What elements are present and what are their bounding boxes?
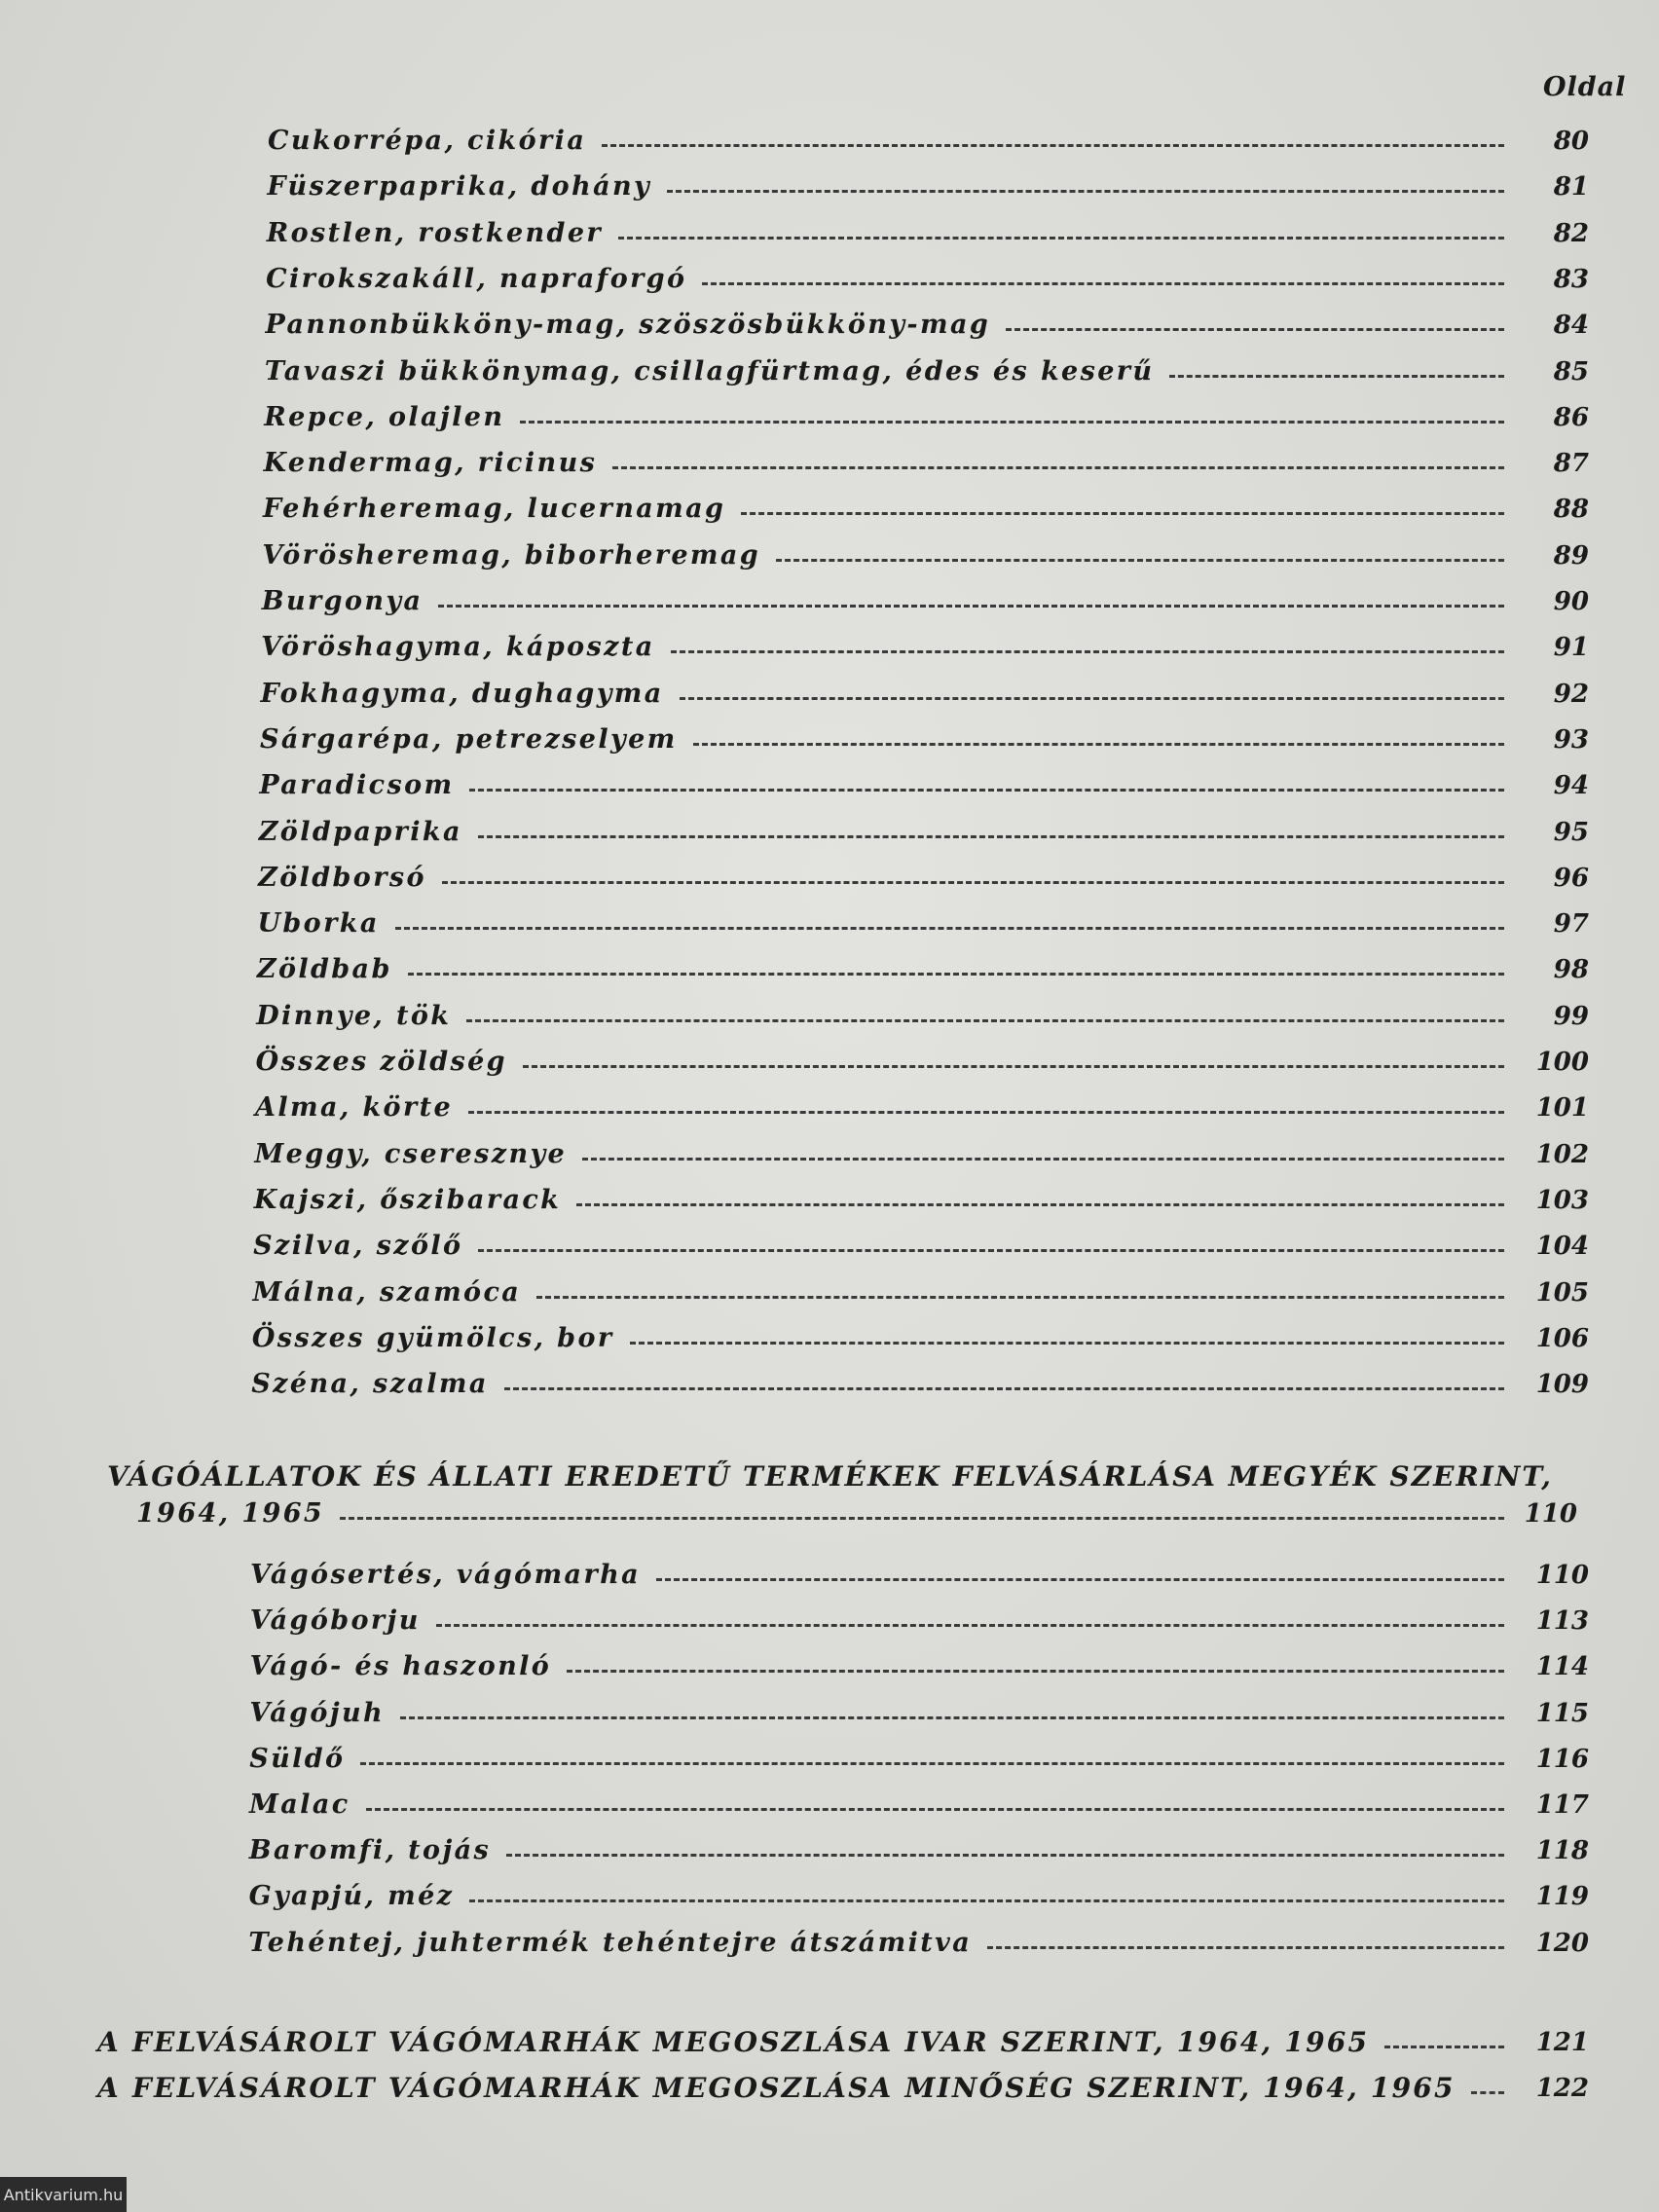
toc-entry-label: Összes zöldség	[255, 1047, 507, 1077]
page-number: 120	[1535, 1928, 1589, 1958]
page-number: 89	[1553, 540, 1589, 571]
page-number: 101	[1535, 1093, 1589, 1124]
toc-entry-label: Széna, szalma	[251, 1369, 489, 1400]
dot-leader	[466, 1019, 1504, 1022]
page-number: 110	[1535, 1561, 1589, 1590]
dot-leader	[360, 1762, 1504, 1765]
toc-entry[interactable]	[259, 718, 1589, 756]
dot-leader	[612, 466, 1504, 469]
section-title-livestock-line2[interactable]	[136, 1492, 1577, 1530]
page-number: 99	[1553, 1001, 1589, 1031]
page-number: 96	[1553, 863, 1589, 893]
dot-leader	[618, 237, 1504, 240]
toc-entry-label: Gyapjú, méz	[248, 1881, 455, 1912]
toc-entry-label: Malac	[249, 1789, 350, 1820]
dot-leader	[469, 1899, 1504, 1902]
dot-leader	[693, 743, 1504, 746]
dot-leader	[506, 1854, 1504, 1857]
toc-entry-label: Alma, körte	[254, 1092, 454, 1124]
watermark: Antikvarium.hu	[0, 2177, 127, 2212]
page-number: 90	[1553, 587, 1589, 616]
toc-entry-label: Sárgarépa, petrezselyem	[259, 723, 678, 755]
page-number: 116	[1535, 1744, 1589, 1774]
toc-entry[interactable]	[256, 994, 1589, 1033]
page-number: 113	[1535, 1606, 1589, 1637]
toc-entry-label: Szilva, szőlő	[253, 1231, 463, 1262]
page-number: 105	[1535, 1277, 1589, 1308]
page-number: 86	[1553, 402, 1589, 432]
toc-entry-label: Cirokszakáll, napraforgó	[266, 263, 687, 294]
dot-leader	[408, 973, 1504, 976]
toc-entry[interactable]	[97, 2066, 1589, 2105]
toc-entry-label: Tehéntej, juhtermék tehéntejre átszámitva	[248, 1927, 973, 1958]
page-number: 117	[1535, 1790, 1589, 1820]
page-number: 83	[1553, 264, 1589, 294]
dot-leader	[741, 512, 1504, 515]
toc-entry-label: Vörösheremag, biborheremag	[262, 539, 761, 571]
toc-entry[interactable]	[264, 350, 1589, 388]
toc-entry[interactable]	[251, 1316, 1589, 1355]
toc-entry[interactable]	[265, 303, 1589, 342]
toc-entry[interactable]	[252, 1271, 1589, 1309]
toc-entry[interactable]	[260, 672, 1589, 711]
dot-leader	[395, 927, 1504, 930]
dot-leader	[680, 697, 1504, 700]
toc-entry-label: Fokhagyma, dughagyma	[260, 678, 664, 709]
toc-entry-label: Tavaszi bükkönymag, csillagfürtmag, édes és keserű	[264, 355, 1155, 387]
dot-leader	[1169, 375, 1504, 378]
dot-leader	[400, 1716, 1504, 1719]
page-number: 114	[1535, 1652, 1589, 1682]
page-number: 95	[1553, 817, 1589, 847]
toc-entry[interactable]	[254, 1086, 1589, 1124]
toc-entry[interactable]	[251, 1362, 1589, 1401]
toc-entry[interactable]	[262, 534, 1589, 572]
toc-entry-label: Pannonbükköny-mag, szöszösbükköny-mag	[265, 310, 991, 341]
page-number: 119	[1535, 1882, 1589, 1912]
page-number: 82	[1553, 218, 1589, 248]
toc-entry-label: Repce, olajlen	[264, 401, 505, 432]
page-number: 88	[1553, 495, 1589, 525]
toc-entry-label: Vágójuh	[249, 1697, 386, 1728]
dot-leader	[1384, 2046, 1504, 2048]
section-title-livestock: VÁGÓÁLLATOK ÉS ÁLLATI EREDETŰ TERMÉKEK FELVÁSÁRLÁSA MEGYÉK SZERINT,	[107, 1460, 1553, 1493]
page-number: 98	[1553, 955, 1589, 985]
dot-leader	[442, 881, 1504, 884]
toc-entry-label: A FELVÁSÁROLT VÁGÓMARHÁK MEGOSZLÁSA MINŐSÉG SZERINT, 1964, 1965	[97, 2072, 1456, 2104]
toc-entry[interactable]	[256, 947, 1589, 986]
toc-entry-label: Vágó- és haszonló	[249, 1651, 552, 1682]
toc-entry[interactable]	[248, 1828, 1589, 1867]
toc-entry[interactable]	[261, 625, 1589, 664]
page-number: 80	[1553, 127, 1589, 156]
toc-entry-label: Meggy, cseresznye	[254, 1138, 568, 1169]
toc-entry[interactable]	[253, 1224, 1589, 1263]
toc-entry[interactable]	[264, 395, 1589, 434]
toc-entry-label: Zöldbab	[256, 954, 392, 985]
toc-entry[interactable]	[253, 1178, 1589, 1217]
toc-entry[interactable]	[255, 1040, 1589, 1079]
page-number: 102	[1535, 1139, 1589, 1169]
dot-leader	[630, 1342, 1504, 1345]
toc-entry[interactable]	[248, 1874, 1589, 1913]
toc-entry-label: Dinnye, tök	[256, 1000, 452, 1031]
toc-entry-label: Süldő	[249, 1743, 346, 1774]
toc-entry[interactable]	[263, 487, 1589, 526]
toc-entry[interactable]	[263, 441, 1589, 480]
dot-leader	[504, 1387, 1504, 1390]
page-number: 103	[1535, 1185, 1589, 1215]
toc-entry-label: Vöröshagyma, káposzta	[261, 632, 655, 663]
toc-entry[interactable]	[258, 810, 1589, 849]
toc-entry[interactable]	[268, 119, 1589, 158]
dot-leader	[436, 1624, 1504, 1627]
toc-entry-label: Fehérheremag, lucernamag	[263, 494, 726, 525]
toc-entry[interactable]	[266, 257, 1589, 296]
page-number: 104	[1535, 1232, 1589, 1262]
page-number: 94	[1553, 771, 1589, 801]
dot-leader	[478, 835, 1504, 838]
dot-leader	[523, 1065, 1504, 1068]
toc-entry[interactable]	[249, 1644, 1589, 1683]
toc-entry-label: Vágósertés, vágómarha	[250, 1560, 641, 1590]
dot-leader	[366, 1808, 1504, 1811]
page-number: 110	[1524, 1499, 1577, 1529]
toc-entry-label: Cukorrépa, cikória	[268, 126, 587, 156]
section-title-livestock-years: 1964, 1965	[136, 1498, 325, 1529]
toc-entry[interactable]	[259, 763, 1589, 802]
page-number: 115	[1535, 1698, 1589, 1728]
toc-entry[interactable]	[267, 165, 1589, 203]
toc-entry-label: Vágóborju	[249, 1605, 421, 1637]
dot-leader	[520, 421, 1504, 424]
toc-entry-label: Uborka	[257, 908, 380, 940]
page-number: 97	[1553, 909, 1589, 940]
toc-entry[interactable]	[257, 902, 1589, 940]
page-number: 87	[1553, 449, 1589, 479]
toc-entry-label: Baromfi, tojás	[248, 1835, 492, 1866]
dot-leader	[656, 1578, 1504, 1581]
toc-entry-label: Zöldborsó	[258, 862, 426, 893]
page-number: 92	[1553, 679, 1589, 709]
page-number: 100	[1535, 1048, 1589, 1077]
dot-leader	[702, 282, 1504, 285]
dot-leader	[576, 1203, 1504, 1206]
toc-entry-label: A FELVÁSÁROLT VÁGÓMARHÁK MEGOSZLÁSA IVAR SZERINT, 1964, 1965	[97, 2026, 1370, 2058]
toc-entry[interactable]	[261, 579, 1589, 618]
toc-entry-label: Füszerpaprika, dohány	[267, 171, 652, 203]
toc-entry[interactable]	[248, 1921, 1589, 1960]
page-number: 109	[1535, 1370, 1589, 1400]
dot-leader	[667, 190, 1504, 193]
page-number: 93	[1553, 724, 1589, 755]
toc-entry-label: Zöldpaprika	[258, 816, 462, 847]
page-number: 121	[1535, 2028, 1589, 2057]
toc-entry-label: Rostlen, rostkender	[266, 217, 604, 248]
dot-leader	[468, 1111, 1504, 1114]
page-number: 84	[1553, 311, 1589, 341]
page-number: 91	[1553, 633, 1589, 663]
page-number: 106	[1535, 1323, 1589, 1353]
dot-leader	[1471, 2091, 1504, 2094]
dot-leader	[987, 1946, 1504, 1949]
page-number: 118	[1535, 1836, 1589, 1866]
dot-leader	[478, 1249, 1504, 1252]
dot-leader	[582, 1158, 1504, 1161]
dot-leader	[1006, 328, 1504, 331]
toc-entry[interactable]	[249, 1737, 1589, 1776]
toc-entry-label: Kendermag, ricinus	[263, 448, 598, 479]
toc-entry-label: Paradicsom	[259, 770, 455, 801]
toc-entry[interactable]	[266, 211, 1589, 250]
toc-entry-label: Málna, szamóca	[252, 1276, 522, 1308]
toc-entry[interactable]	[249, 1599, 1589, 1638]
toc-entry[interactable]	[250, 1553, 1589, 1592]
dot-leader	[567, 1670, 1504, 1673]
toc-entry[interactable]	[249, 1691, 1589, 1730]
toc-entry-label: Kajszi, őszibarack	[253, 1184, 562, 1215]
toc-entry[interactable]	[254, 1132, 1589, 1171]
toc-entry[interactable]	[97, 2020, 1589, 2059]
dot-leader	[602, 144, 1504, 147]
dot-leader	[671, 650, 1504, 653]
toc-entry-label: Burgonya	[261, 586, 424, 616]
dot-leader	[469, 789, 1504, 792]
page-column-header: Oldal	[1543, 72, 1627, 102]
page-number: 85	[1553, 356, 1589, 387]
page-number: 122	[1535, 2074, 1589, 2103]
toc-entry-label: Összes gyümölcs, bor	[251, 1322, 614, 1353]
dot-leader	[438, 605, 1504, 608]
toc-entry[interactable]	[258, 856, 1589, 895]
toc-entry[interactable]	[249, 1783, 1589, 1822]
dot-leader	[340, 1517, 1504, 1520]
page-number: 81	[1553, 172, 1589, 203]
dot-leader	[536, 1296, 1504, 1299]
dot-leader	[776, 559, 1504, 562]
